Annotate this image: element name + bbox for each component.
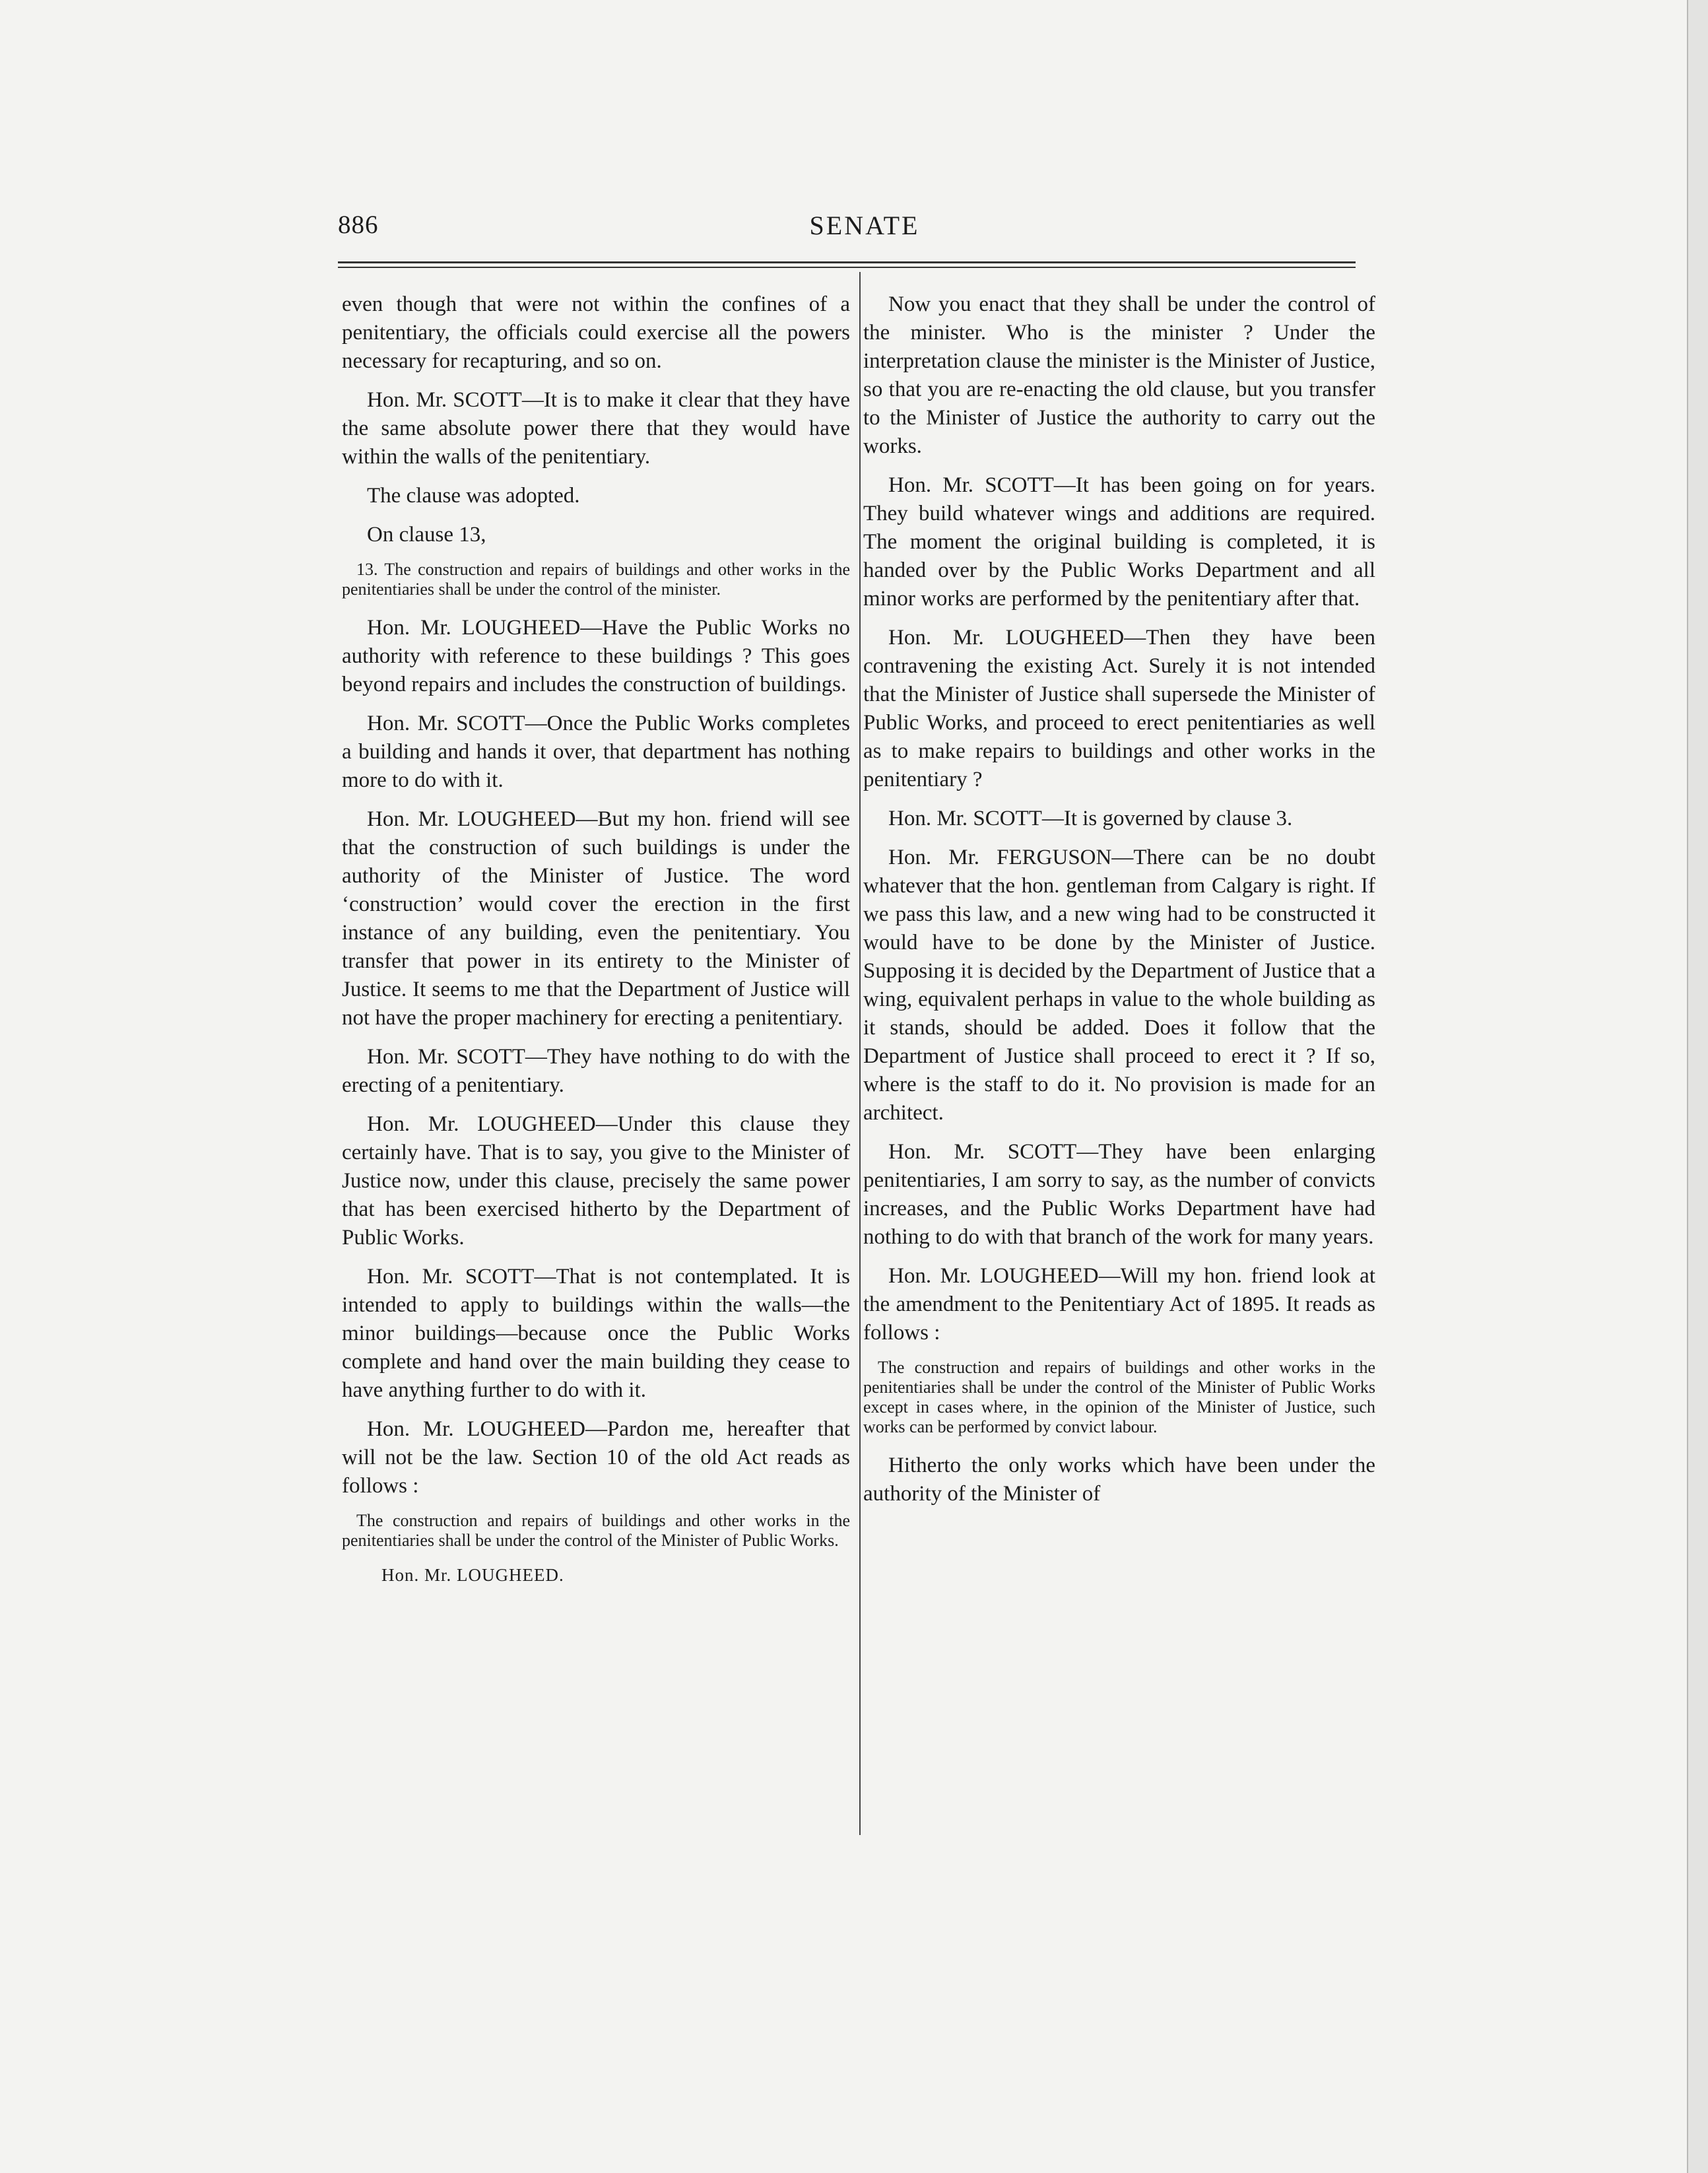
header-rule-secondary <box>338 267 1356 268</box>
quoted-clause: 13. The construction and repairs of buildings and other works in the penitentiaries shall be under the control of the minister. <box>342 560 850 599</box>
paragraph: Hon. Mr. SCOTT—They have been enlarging penitentiaries, I am sorry to say, as the number of convicts increases, and the Public Works Department have had nothing to do with that branch of the work for many years. <box>863 1140 1375 1249</box>
left-column <box>342 290 850 1586</box>
paragraph: even though that were not within the confines of a penitentiary, the officials could exercise all the powers necessary for recapturing, and so on. <box>342 292 850 373</box>
page-number: 886 <box>338 211 379 239</box>
paragraph: Hon. Mr. SCOTT—It is to make it clear that they have the same absolute power there that they would have within the walls of the penitentiary. <box>342 388 850 469</box>
paragraph: Now you enact that they shall be under the control of the minister. Who is the minister ? Under the interpretation clause the minister is the Minister of Justice, so that you are re-enacting the old clause, but you transfer to the Minister of Justice the authority to carry out the works. <box>863 292 1375 458</box>
paragraph: Hon. Mr. SCOTT—It has been going on for years. They build whatever wings and additions are required. The moment the original building is completed, it is handed over by the Public Works Department and all minor works are performed by the penitentiary after that. <box>863 473 1375 611</box>
paragraph: Hon. Mr. SCOTT—They have nothing to do with the erecting of a penitentiary. <box>342 1045 850 1097</box>
header-rule <box>338 261 1356 263</box>
paragraph: Hon. Mr. LOUGHEED—But my hon. friend will see that the construction of such buildings is under the authority of the Minister of Justice. The word ‘construction’ would cover the erection in the first instance of any building, even the penitentiary. You transfer that power in its entirety to the Minister of Justice. It seems to me that the Department of Justice will not have the proper machinery for erecting a penitentiary. <box>342 807 850 1030</box>
quoted-clause: The construction and repairs of buildings and other works in the penitentiaries shall be under the control of the Minister of Public Works. <box>342 1511 850 1550</box>
paragraph: Hon. Mr. LOUGHEED—Have the Public Works no authority with reference to these buildings ? This goes beyond repairs and includes the construction of buildings. <box>342 616 850 696</box>
paragraph: Hon. Mr. FERGUSON—There can be no doubt whatever that the hon. gentleman from Calgary is right. If we pass this law, and a new wing had to be constructed it would have to be done by the Minister of Justice. Supposing it is decided by the Department of Justice that a wing, equivalent perhaps in value to the whole building as it stands, should be added. Does it follow that the Department of Justice shall proceed to erect it ? If so, where is the staff to do it. No provision is made for an architect. <box>863 846 1375 1125</box>
quoted-clause: The construction and repairs of buildings and other works in the penitentiaries shall be under the control of the Minister of Public Works except in cases where, in the opinion of the Minister of Justice, such works can be performed by convict labour. <box>863 1358 1375 1436</box>
right-column <box>863 290 1375 1519</box>
paragraph: On clause 13, <box>367 523 486 547</box>
paragraph: Hon. Mr. SCOTT—Once the Public Works completes a building and hands it over, that department has nothing more to do with it. <box>342 712 850 792</box>
column-divider <box>859 272 861 1835</box>
paragraph: Hon. Mr. LOUGHEED—Will my hon. friend look at the amendment to the Penitentiary Act of 1895. It reads as follows : <box>863 1264 1375 1345</box>
paragraph: Hon. Mr. LOUGHEED—Then they have been contravening the existing Act. Surely it is not intended that the Minister of Justice shall supersede the Minister of Public Works, and proceed to erect penitentiaries as well as to make repairs to buildings and other works in the penitentiary ? <box>863 626 1375 791</box>
paragraph: Hitherto the only works which have been under the authority of the Minister of <box>863 1454 1375 1506</box>
speaker-footer: Hon. Mr. LOUGHEED. <box>381 1565 564 1585</box>
paragraph: The clause was adopted. <box>367 484 580 508</box>
paragraph: Hon. Mr. SCOTT—That is not contemplated. It is intended to apply to buildings within the walls—the minor buildings—because once the Public Works complete and hand over the main building they cease to have anything further to do with it. <box>342 1265 850 1402</box>
page-edge-border <box>1687 0 1708 2173</box>
running-head: SENATE <box>809 211 920 240</box>
paragraph: Hon. Mr. SCOTT—It is governed by clause 3. <box>888 807 1293 830</box>
paragraph: Hon. Mr. LOUGHEED—Under this clause they certainly have. That is to say, you give to the Minister of Justice now, under this clause, precisely the same power that has been exercised hitherto by the Department of Public Works. <box>342 1112 850 1250</box>
paragraph: Hon. Mr. LOUGHEED—Pardon me, hereafter that will not be the law. Section 10 of the old Act reads as follows : <box>342 1417 850 1498</box>
